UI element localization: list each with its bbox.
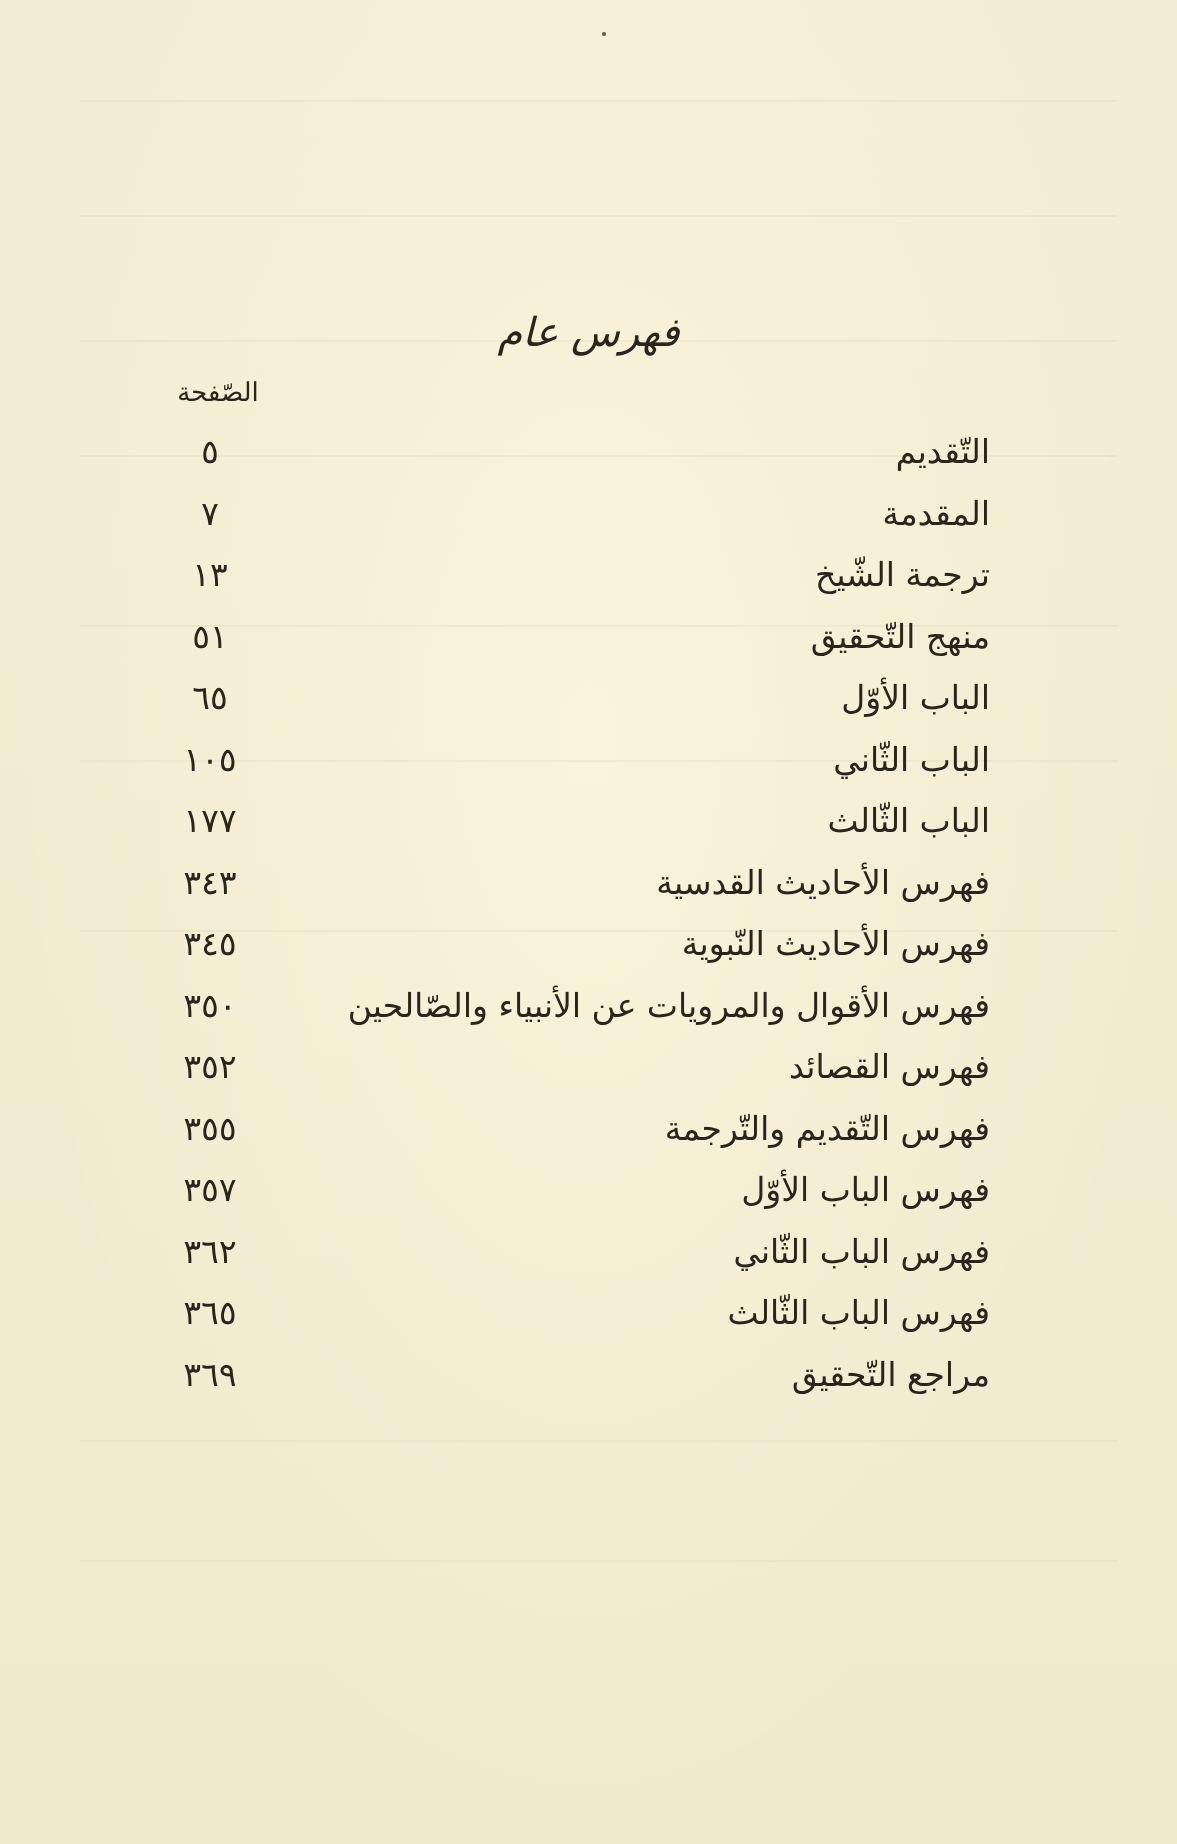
toc-entry-title: فهرس الأقوال والمرويات عن الأنبياء والصّالحين	[347, 985, 990, 1025]
toc-entry	[150, 984, 990, 1046]
toc-entry-title: فهرس القصائد	[788, 1047, 990, 1086]
toc-entry-title: منهج التّحقيق	[810, 616, 990, 656]
toc-entry	[150, 1168, 990, 1230]
toc-entry-title: الباب الثّالث	[827, 801, 990, 840]
toc-entry	[150, 1291, 990, 1353]
toc-entry-title: ترجمة الشّيخ	[815, 555, 990, 594]
toc-entry-title: فهرس الباب الثّالث	[727, 1293, 990, 1332]
toc-entry-page: ٦٥	[192, 678, 228, 717]
toc-entry-page: ١٧٧	[183, 801, 237, 840]
bleed-through-line	[80, 215, 1117, 217]
bleed-through-line	[80, 1440, 1117, 1442]
toc-entry-page: ٥	[201, 432, 219, 471]
toc-entry	[150, 1353, 990, 1415]
toc-entry	[150, 492, 990, 554]
toc-entry	[150, 1107, 990, 1169]
toc-entry-page: ٣٥٧	[183, 1170, 237, 1209]
toc-entry	[150, 676, 990, 738]
toc-entry	[150, 1045, 990, 1107]
toc-entry-page: ٣٦٢	[183, 1231, 237, 1271]
toc-entry	[150, 553, 990, 615]
toc-entry-title: الباب الثّاني	[833, 739, 990, 779]
toc-entry-title: المقدمة	[882, 493, 990, 533]
toc-entry	[150, 1230, 990, 1292]
toc-entry-title: فهرس الباب الأوّل	[741, 1170, 990, 1209]
toc-entry-title: فهرس الأحاديث النّبوية	[681, 924, 990, 963]
toc-entry	[150, 615, 990, 677]
toc-entry-page: ٣٤٣	[183, 862, 237, 902]
toc-entry	[150, 738, 990, 800]
toc-entry-page: ٣٥٠	[183, 985, 237, 1025]
toc-entry-title: مراجع التّحقيق	[791, 1354, 990, 1394]
page-speck	[602, 32, 606, 36]
toc-entry-title: فهرس الباب الثّاني	[733, 1231, 990, 1271]
toc-entry	[150, 922, 990, 984]
toc-entry-title: التّقديم	[895, 432, 990, 471]
toc-entry-page: ١٣	[192, 555, 228, 594]
toc-entry-page: ٣٥٢	[183, 1047, 237, 1086]
toc-entry-page: ٣٤٥	[183, 924, 237, 963]
toc-entry-page: ١٠٥	[183, 739, 237, 779]
toc-entry-page: ٣٥٥	[183, 1108, 237, 1148]
table-of-contents	[150, 430, 990, 1414]
toc-entry-title: فهرس التّقديم والتّرجمة	[664, 1108, 990, 1148]
toc-entry-page: ٥١	[192, 616, 228, 656]
page-number-column-header: الصّفحة	[177, 378, 259, 408]
toc-entry	[150, 799, 990, 861]
toc-entry-page: ٣٦٥	[183, 1293, 237, 1332]
toc-entry-title: فهرس الأحاديث القدسية	[656, 862, 990, 902]
toc-entry	[150, 861, 990, 923]
toc-entry	[150, 430, 990, 492]
bleed-through-line	[80, 1560, 1117, 1562]
toc-entry-page: ٧	[201, 493, 219, 533]
page-title: فهرس عام	[497, 310, 680, 356]
toc-entry-title: الباب الأوّل	[841, 678, 990, 717]
toc-entry-page: ٣٦٩	[183, 1354, 237, 1394]
bleed-through-line	[80, 100, 1117, 102]
